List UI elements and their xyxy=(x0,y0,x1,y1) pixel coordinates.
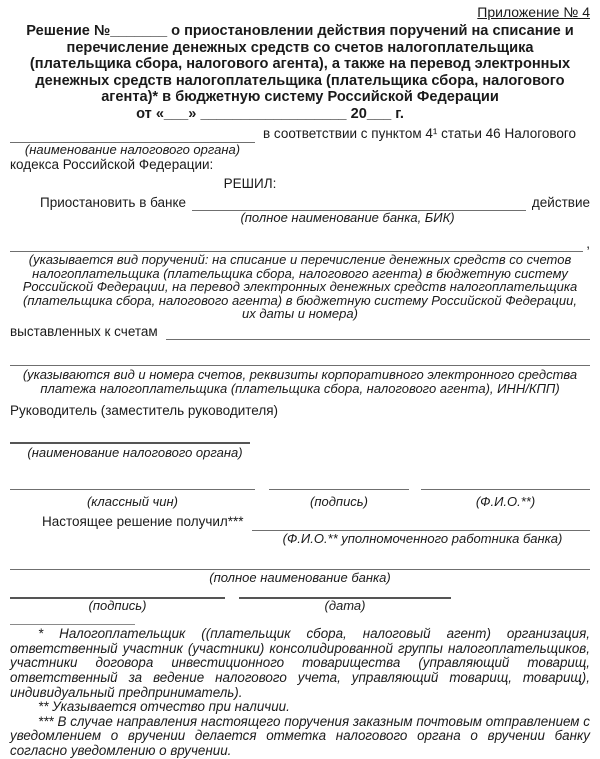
footnote-patronymic: ** Указывается отчество при наличии. xyxy=(38,699,290,715)
signature-blank-line xyxy=(269,475,409,490)
suspend-row xyxy=(10,195,590,211)
fio-caption: (Ф.И.О.**) xyxy=(475,493,536,509)
appendix-label: Приложение № 4 xyxy=(477,4,590,20)
sign-caption: (подпись) xyxy=(88,597,147,613)
date-caption: (дата) xyxy=(324,597,366,613)
rank-caption: (классный чин) xyxy=(86,493,179,509)
rank-blank-line xyxy=(10,475,255,490)
received-row xyxy=(10,514,590,530)
received-label: Настоящее решение получил*** xyxy=(42,514,244,530)
footnote-separator xyxy=(10,624,135,625)
bank-caption: (полное наименование банка, БИК) xyxy=(240,210,455,226)
fio-column xyxy=(421,475,590,508)
accounts-caption: (указываются вид и номера счетов, реквизиты корпоративного электронного средства платежа налогоплательщика (плательщика сбора, налогового агента), ИНН/КПП) xyxy=(22,367,578,396)
signature-columns xyxy=(10,475,590,508)
orders-caption: (указывается вид поручений: на списание и перечисление денежных средств со счетов налогоплательщика (плательщика сбора, налогового агента) в бюджетную систему Российской Федерации, на перевод электронных денежных средств налогоплательщика (плательщика сбора, налогового агента) в бюджетную систему Российской Федерации, их даты и номера) xyxy=(22,252,578,322)
accounts-blank-line xyxy=(166,325,590,340)
bank-name-blank-line xyxy=(10,555,590,570)
accounts-second-row xyxy=(10,351,590,366)
fio-blank-line xyxy=(421,475,590,490)
footnote-mail-delivery: *** В случае направления настоящего поручения заказным почтовым отправлением с уведомлением о вручении делается отметка налогового органа о вручении банку согласно уведомлению о вручении. xyxy=(10,713,590,759)
bank-name-row xyxy=(10,555,590,570)
received-fio-caption: (Ф.И.О.** уполномоченного работника банка) xyxy=(282,530,563,546)
accounts-blank-line-2 xyxy=(10,351,590,366)
date-column xyxy=(239,597,451,613)
sign-date-columns xyxy=(10,597,590,613)
accounts-label: выставленных к счетам xyxy=(10,323,158,339)
signature-column xyxy=(269,475,409,508)
tax-authority-row xyxy=(10,126,590,142)
accordance-continuation: кодекса Российской Федерации: xyxy=(10,157,214,173)
orders-trailing-comma: , xyxy=(586,235,590,251)
orders-row xyxy=(10,236,590,252)
footnote-taxpayer: * Налогоплательщик ((плательщик сбора, налоговый агент) организация, ответственный участник (участники) консолидированной группы налогоплательщиков, участники договора инвестиционного товарищества (управляющий товарищ, ответственный за ведение налогового учета, управляющий товарищ, товарищ), индивидуальный предприниматель). xyxy=(10,626,590,700)
suspend-suffix: действие xyxy=(531,194,590,210)
orders-blank-line xyxy=(10,237,583,252)
rank-column xyxy=(10,475,255,508)
accounts-row xyxy=(10,324,590,340)
document-date-line: от «___» __________________ 20___ г. xyxy=(136,106,404,123)
appendix-heading xyxy=(10,4,590,21)
head-org-caption: (наименование налогового органа) xyxy=(27,444,243,460)
suspend-label: Приостановить в банке xyxy=(40,194,187,210)
tax-authority-caption: (наименование налогового органа) xyxy=(24,141,241,157)
bank-blank-line xyxy=(192,196,526,211)
sign-column xyxy=(10,597,225,613)
resolved-heading: РЕШИЛ: xyxy=(223,176,277,192)
bank-name-caption: (полное наименование банка) xyxy=(209,570,391,586)
accordance-text: в соответствии с пунктом 4¹ статьи 46 Налогового xyxy=(263,126,577,142)
tax-authority-blank-line xyxy=(10,128,255,143)
head-org-signature-line xyxy=(10,442,250,444)
signature-caption: (подпись) xyxy=(310,493,368,509)
received-blank-line xyxy=(252,516,590,531)
head-label: Руководитель (заместитель руководителя) xyxy=(10,403,279,419)
document-title: Решение №_______ о приостановлении действия поручений на списание и перечисление денежных средств со счетов налогоплательщика (плательщика сбора, налогового агента), а также на перевод электронных денежных средств налогоплательщика (плательщика сбора, налогового агента)* в бюджетную систему Российской Федерации xyxy=(26,23,574,106)
